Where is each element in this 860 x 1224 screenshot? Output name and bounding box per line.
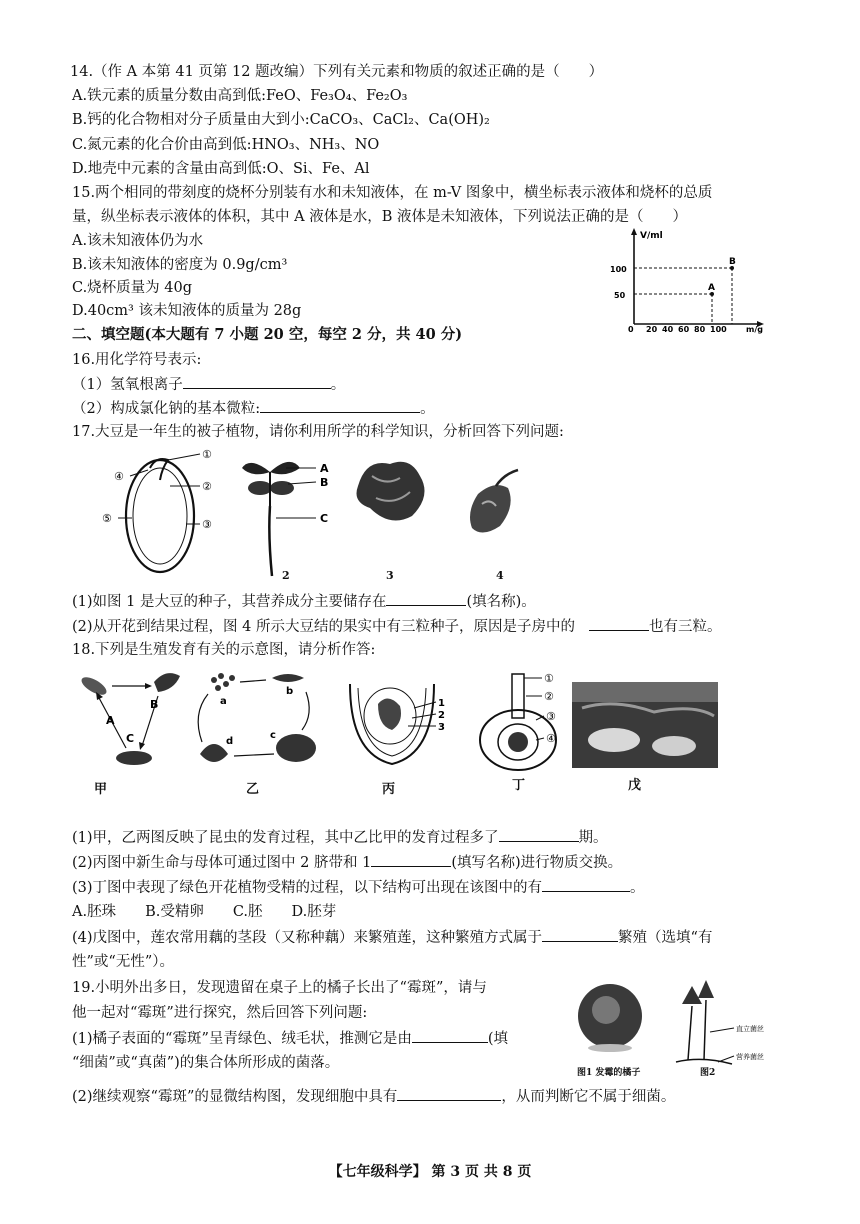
- q16-blank-2[interactable]: [260, 398, 420, 413]
- q14-stem: 14.（作 A 本第 41 页第 12 题改编）下列有关元素和物质的叙述正确的是（ ）: [70, 64, 604, 80]
- page-footer: 【七年级科学】 第 3 页 共 8 页: [328, 1164, 532, 1180]
- bing-label-1: 1: [438, 698, 445, 709]
- q16-part2-end: 。: [420, 401, 435, 417]
- q15-graph-xtick: 60: [678, 325, 690, 334]
- q19-part1-text: (1)橘子表面的“霉斑”呈青绿色、绒毛状，推测它是由: [72, 1031, 412, 1047]
- q15-graph-origin: 0: [628, 325, 634, 334]
- q18-stem: 18.下列是生殖发育有关的示意图，请分析作答:: [72, 642, 376, 658]
- ding-label-2: ②: [544, 690, 554, 703]
- jia-label-b: B: [150, 698, 159, 711]
- q18-part3-end: 。: [630, 880, 645, 896]
- jia-label-c: C: [126, 732, 135, 745]
- q15-graph-xtick: 40: [662, 325, 674, 334]
- q19-part2-text: (2)继续观察“霉斑”的显微结构图，发现细胞中具有: [72, 1089, 398, 1105]
- seed-label-4: ④: [114, 470, 124, 483]
- q19-fig1-caption: 图1 发霉的橘子: [577, 1068, 641, 1078]
- q14-option-c: C.氮元素的化合价由高到低:HNO₃、NH₃、NO: [72, 137, 380, 153]
- q15-graph-xlabel: m/g: [746, 325, 763, 334]
- q15-graph-ytick: 100: [610, 265, 627, 274]
- q18-part2: [72, 852, 622, 873]
- caption-yi: 乙: [246, 782, 260, 797]
- q14-option-a: A.铁元素的质量分数由高到低:FeO、Fe₃O₄、Fe₂O₃: [72, 88, 408, 104]
- q17-part2-end: 也有三粒。: [648, 619, 722, 635]
- q18-blank-3[interactable]: [542, 877, 630, 892]
- q18-part4: [72, 927, 712, 948]
- q17-figures: [90, 446, 550, 586]
- jia-label-a: A: [106, 714, 115, 727]
- q15-stem-line2: 量，纵坐标表示液体的体积，其中 A 液体是水，B 液体是未知液体，下列说法正确的是（ ）: [72, 209, 687, 225]
- q19-part1: [72, 1028, 508, 1049]
- q18-blank-4[interactable]: [542, 927, 618, 942]
- q18-part3-text: (3)丁图中表现了绿色开花植物受精的过程，以下结构可出现在该图中的有: [72, 880, 543, 896]
- q15-graph-point-a: A: [708, 283, 715, 293]
- q15-graph-xtick: 80: [694, 325, 706, 334]
- q15-graph-ytick: 50: [614, 291, 626, 300]
- yi-label-b: b: [286, 686, 294, 697]
- figure-yi-complete-metamorphosis: [198, 673, 316, 762]
- mold-structure-figure: [676, 980, 764, 1064]
- q18-part3: [72, 877, 645, 898]
- seed-label-1: ①: [202, 448, 212, 461]
- q18-part4-end: 繁殖（选填“有: [618, 930, 713, 946]
- q17-blank-1[interactable]: [386, 591, 466, 606]
- q19-fig2-caption: 图2: [700, 1068, 716, 1078]
- yi-label-d: d: [226, 736, 234, 747]
- q19-part2-end: ，从而判断它不属于细菌。: [501, 1089, 676, 1105]
- q16-part1-end: 。: [330, 377, 346, 393]
- q18-part1-end: 期。: [578, 830, 608, 846]
- q17-fig-number-4: 4: [496, 569, 504, 582]
- q14-option-b: B.钙的化合物相对分子质量由大到小:CaCO₃、CaCl₂、Ca(OH)₂: [72, 112, 490, 128]
- q17-part1-end: (填名称)。: [466, 594, 536, 610]
- soybean-flower-figure: [357, 462, 425, 521]
- q18-part1: [72, 827, 608, 848]
- section-fill-in-heading: 二、填空题(本大题有 7 小题 20 空，每空 2 分，共 40 分): [72, 326, 463, 343]
- bing-label-3: 3: [438, 722, 445, 733]
- q15-graph-xtick: 20: [646, 325, 658, 334]
- q16-stem: 16.用化学符号表示:: [72, 352, 202, 368]
- q17-part2-text: (2)从开花到结果过程，图 4 所示大豆结的果实中有三粒种子，原因是子房中的: [72, 619, 575, 635]
- q14-option-d: D.地壳中元素的含量由高到低:O、Si、Fe、Al: [72, 161, 370, 177]
- figure-bing-fetus: [350, 684, 445, 764]
- figure-wu-lotus-rhizome: [572, 682, 718, 768]
- ding-label-3: ③: [546, 710, 556, 723]
- caption-jia: 甲: [94, 782, 108, 797]
- q17-fig-number-3: 3: [386, 569, 394, 582]
- q15-graph-point-b: B: [729, 257, 736, 267]
- q18-part4-text: (4)戊图中，莲农常用藕的茎段（又称种藕）来繁殖莲，这种繁殖方式属于: [72, 930, 543, 946]
- q15-stem-line1: 15.两个相同的带刻度的烧杯分别装有水和未知液体，在 m-V 图象中，横坐标表示液体和烧杯的总质: [72, 185, 713, 201]
- yi-label-a: a: [220, 696, 227, 707]
- q19-line2: 他一起对“霉斑”进行探究，然后回答下列问题:: [72, 1005, 368, 1021]
- q16-part2: [72, 398, 435, 419]
- q16-part1-text: （1）氢氧根离子: [72, 377, 183, 393]
- q16-part1: [72, 374, 345, 395]
- q18-figures: [74, 664, 774, 784]
- q19-line1: 19.小明外出多日，发现遗留在桌子上的橘子长出了“霉斑”，请与: [72, 980, 487, 996]
- caption-bing: 丙: [382, 782, 396, 797]
- q19-part2: [72, 1086, 675, 1107]
- q15-option-c: C.烧杯质量为 40g: [72, 280, 193, 296]
- q15-graph-ylabel: V/ml: [640, 231, 663, 241]
- seed-label-2: ②: [202, 480, 212, 493]
- q17-part1-text: (1)如图 1 是大豆的种子，其营养成分主要储存在: [72, 594, 387, 610]
- q18-part2-end: (填写名称)进行物质交换。: [451, 855, 623, 871]
- q18-options: A.胚珠 B.受精卵 C.胚 D.胚芽: [72, 904, 337, 920]
- q16-part2-text: （2）构成氯化钠的基本微粒:: [72, 401, 261, 417]
- seed-label-5: ⑤: [102, 512, 112, 525]
- q19-blank-1[interactable]: [412, 1028, 488, 1043]
- ding-label-1: ①: [544, 672, 554, 685]
- q17-fig-number-2: 2: [282, 569, 290, 582]
- q17-part1: [72, 591, 536, 612]
- ding-label-4: ④: [546, 732, 556, 745]
- q19-blank-2[interactable]: [397, 1086, 501, 1101]
- q15-mv-graph: [598, 224, 780, 336]
- caption-wu: 戊: [628, 778, 642, 793]
- figure-jia-incomplete-metamorphosis: [79, 673, 180, 765]
- bean-seed-figure: [102, 448, 212, 572]
- bing-label-2: 2: [438, 710, 445, 721]
- label-nutrient-hyphae: 营养菌丝: [736, 1053, 764, 1061]
- q18-blank-2[interactable]: [371, 852, 451, 867]
- q17-blank-2[interactable]: [589, 616, 649, 631]
- label-upright-hyphae: 直立菌丝: [736, 1025, 764, 1033]
- q18-part2-text: (2)丙图中新生命与母体可通过图中 2 脐带和 1: [72, 855, 372, 871]
- seedling-label-a: A: [320, 462, 329, 475]
- q15-graph-xtick: 100: [710, 325, 727, 334]
- q18-blank-1[interactable]: [499, 827, 579, 842]
- q16-blank-1[interactable]: [183, 374, 331, 389]
- soybean-pod-figure: [470, 470, 518, 533]
- seedling-label-b: B: [320, 476, 329, 489]
- q15-option-b: B.该未知液体的密度为 0.9g/cm³: [72, 257, 288, 273]
- caption-ding: 丁: [512, 778, 526, 793]
- q19-part1-end: (填: [487, 1031, 509, 1047]
- q17-part2: [72, 616, 721, 637]
- seedling-figure: [242, 462, 329, 576]
- seedling-label-c: C: [320, 512, 329, 525]
- figure-ding-pistil: [480, 672, 556, 770]
- seed-label-3: ③: [202, 518, 212, 531]
- q17-stem: 17.大豆是一年生的被子植物，请你利用所学的科学知识，分析回答下列问题:: [72, 424, 564, 440]
- q15-option-a: A.该未知液体仍为水: [72, 233, 204, 249]
- q18-part1-text: (1)甲，乙两图反映了昆虫的发育过程，其中乙比甲的发育过程多了: [72, 830, 499, 846]
- q19-part1-cont: “细菌”或“真菌”)的集合体所形成的菌落。: [72, 1055, 340, 1071]
- moldy-orange-figure: [578, 984, 642, 1052]
- q15-option-d: D.40cm³ 该未知液体的质量为 28g: [72, 303, 302, 319]
- q18-part4-cont: 性”或“无性”）。: [72, 954, 174, 970]
- q19-figures: [572, 976, 772, 1072]
- yi-label-c: c: [270, 730, 276, 741]
